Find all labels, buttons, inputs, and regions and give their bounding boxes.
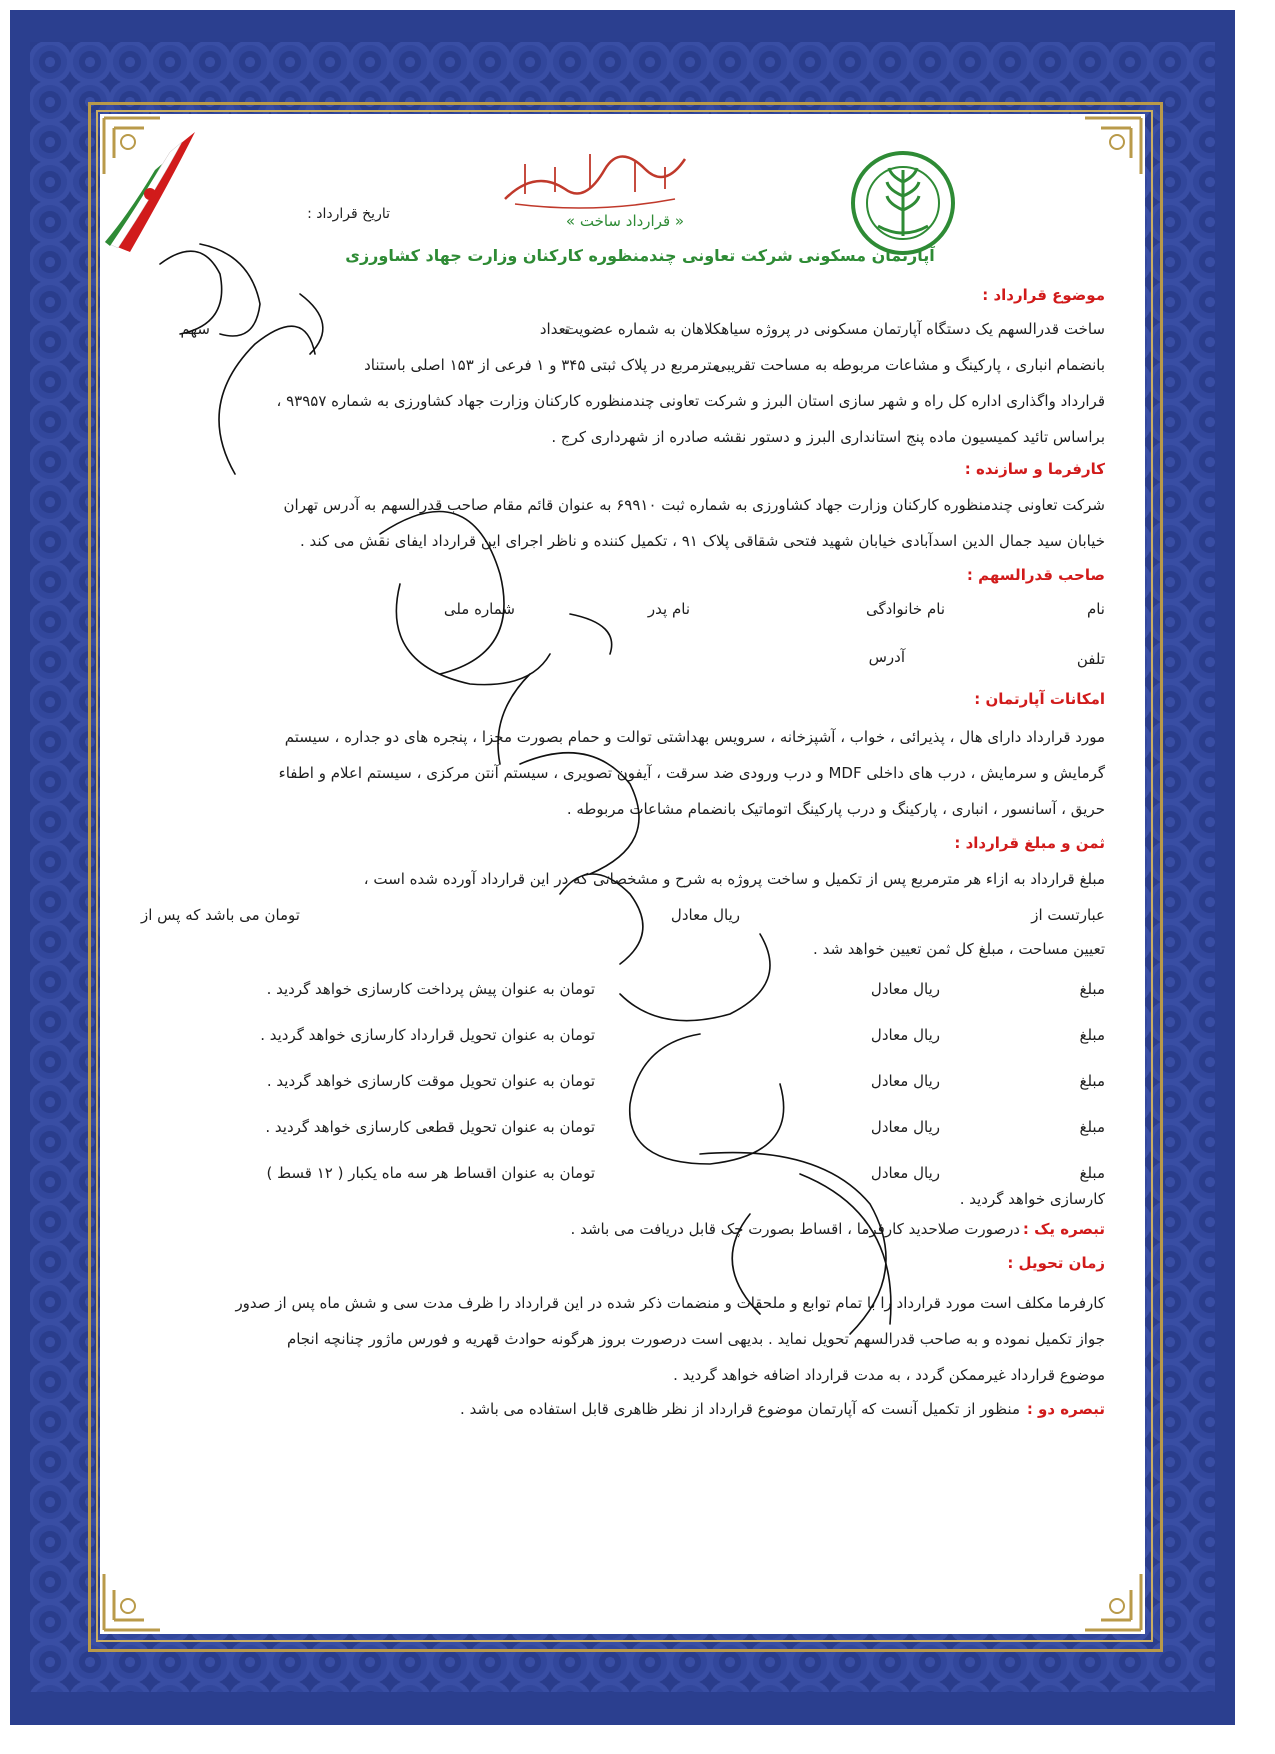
payment-desc: تومان به عنوان اقساط هر سه ماه یکبار ( ۱۲ قسط )	[266, 1164, 595, 1182]
subject-share-label: سهم	[180, 320, 210, 338]
subject-line-2b: مترمربع در پلاک ثبتی ۳۴۵ و ۱ فرعی از ۱۵۳ اصلی باستناد	[364, 356, 720, 374]
subject-line-3: قرارداد واگذاری اداره کل راه و شهر سازی استان البرز و شرکت تعاونی چندمنظوره کارکنان وزارت جهاد کشاورزی به شماره ۹۳۹۵۷ ،	[276, 392, 1105, 410]
owner-address-label: آدرس	[868, 648, 905, 666]
note-two-text: منظور از تکمیل آنست که آپارتمان موضوع قرارداد از نظر ظاهری قابل استفاده می باشد .	[460, 1400, 1020, 1418]
section-heading-owner: صاحب قدرالسهم :	[966, 566, 1105, 584]
bismillah-calligraphy	[495, 144, 695, 214]
payment-desc: تومان به عنوان تحویل قرارداد کارسازی خواهد گردید .	[260, 1026, 595, 1044]
payment-label: مبلغ	[1079, 1164, 1105, 1182]
facilities-line-2: گرمایش و سرمایش ، درب های داخلی MDF و درب ورودی ضد سرقت ، آیفون تصویری ، سیستم آنتن مرکزی ، سیستم اعلام و اطفاء	[278, 764, 1105, 782]
note-one-label: تبصره یک :	[1022, 1220, 1105, 1238]
contract-title: « قرارداد ساخت »	[565, 212, 685, 230]
payment-rial: ریال معادل	[870, 980, 940, 998]
ministry-logo-icon	[848, 148, 958, 258]
owner-phone-label: تلفن	[1076, 650, 1105, 668]
payment-tail: کارسازی خواهد گردید .	[959, 1190, 1105, 1208]
owner-name-label: نام	[1086, 600, 1105, 618]
section-heading-subject: موضوع قرارداد :	[982, 286, 1105, 304]
price-line-3: تعیین مساحت ، مبلغ کل ثمن تعیین خواهد شد .	[813, 940, 1105, 958]
section-heading-price: ثمن و مبلغ قرارداد :	[954, 834, 1105, 852]
price-line-2b: ریال معادل	[670, 906, 740, 924]
subject-line-2a: بانضمام انباری ، پارکینگ و مشاعات مربوطه به مساحت تقریبی	[714, 356, 1105, 374]
facilities-line-1: مورد قرارداد دارای هال ، پذیرائی ، خواب ، آشپزخانه ، سرویس بهداشتی توالت و حمام بصورت مجزا ، پنجره های دو جداره ، سیستم	[284, 728, 1105, 746]
section-heading-delivery: زمان تحویل :	[1007, 1254, 1105, 1272]
section-heading-facilities: امکانات آپارتمان :	[974, 690, 1105, 708]
owner-family-label: نام خانوادگی	[865, 600, 945, 618]
delivery-line-3: موضوع قرارداد غیرممکن گردد ، به مدت قرارداد اضافه خواهد گردید .	[673, 1366, 1105, 1384]
subject-line-4: براساس تائید کمیسیون ماده پنج استانداری البرز و دستور نقشه صادره از شهرداری کرج .	[551, 428, 1105, 446]
delivery-line-2: جواز تکمیل نموده و به صاحب قدرالسهم تحویل نماید . بدیهی است درصورت بروز هرگونه حوادث قهریه و فورس ماژور چنانچه انجام	[286, 1330, 1105, 1348]
payment-label: مبلغ	[1079, 980, 1105, 998]
owner-father-label: نام پدر	[647, 600, 690, 618]
price-line-2a: عبارتست از	[1031, 906, 1105, 924]
delivery-line-1: کارفرما مکلف است مورد قرارداد را با تمام توابع و ملحقات و منضمات ذکر شده در این قرارداد را ظرف مدت سی و شش ماه پس از صدور	[235, 1294, 1105, 1312]
contract-paper	[100, 114, 1145, 1634]
employer-line-2: خیابان سید جمال الدین اسدآبادی خیابان شهید فتحی شقاقی پلاک ۹۱ ، تکمیل کننده و ناظر اجرای این قرارداد ایفای نقش می کند .	[299, 532, 1105, 550]
payment-rial: ریال معادل	[870, 1164, 940, 1182]
subject-line-1: ساخت قدرالسهم یک دستگاه آپارتمان مسکونی در پروژه سیاهکلاهان به شماره عضویت	[564, 320, 1105, 338]
contract-date-label: تاریخ قرارداد :	[307, 206, 390, 222]
owner-national-id-label: شماره ملی	[443, 600, 515, 618]
payment-rial: ریال معادل	[870, 1072, 940, 1090]
payment-desc: تومان به عنوان پیش پرداخت کارسازی خواهد گردید .	[266, 980, 595, 998]
employer-line-1: شرکت تعاونی چندمنظوره کارکنان وزارت جهاد کشاورزی به شماره ثبت ۶۹۹۱۰ به عنوان قائم مقام صاحب قدرالسهم به آدرس تهران	[283, 496, 1105, 514]
payment-rial: ریال معادل	[870, 1118, 940, 1136]
facilities-line-3: حریق ، آسانسور ، انباری ، پارکینگ و درب پارکینگ اتوماتیک بانضمام مشاعات مربوطه .	[566, 800, 1105, 818]
payment-label: مبلغ	[1079, 1118, 1105, 1136]
price-line-1: مبلغ قرارداد به ازاء هر مترمربع پس از تکمیل و ساخت پروژه به شرح و مشخصاتی که در این قرارداد آورده شده است ،	[363, 870, 1105, 888]
section-heading-employer: کارفرما و سازنده :	[964, 460, 1105, 478]
payment-label: مبلغ	[1079, 1026, 1105, 1044]
payment-desc: تومان به عنوان تحویل قطعی کارسازی خواهد گردید .	[265, 1118, 595, 1136]
price-line-2c: تومان می باشد که پس از	[140, 906, 300, 924]
payment-desc: تومان به عنوان تحویل موقت کارسازی خواهد گردید .	[266, 1072, 595, 1090]
payment-label: مبلغ	[1079, 1072, 1105, 1090]
payment-rial: ریال معادل	[870, 1026, 940, 1044]
note-two-label: تبصره دو :	[1026, 1400, 1105, 1418]
subject-count-label: تعداد	[539, 320, 570, 338]
flag-icon	[100, 122, 240, 262]
note-one-text: درصورت صلاحدید کارفرما ، اقساط بصورت چک قابل دریافت می باشد .	[570, 1220, 1020, 1238]
contract-subtitle: آپارتمان مسکونی شرکت تعاونی چندمنظوره کارکنان وزارت جهاد کشاورزی	[345, 246, 935, 265]
